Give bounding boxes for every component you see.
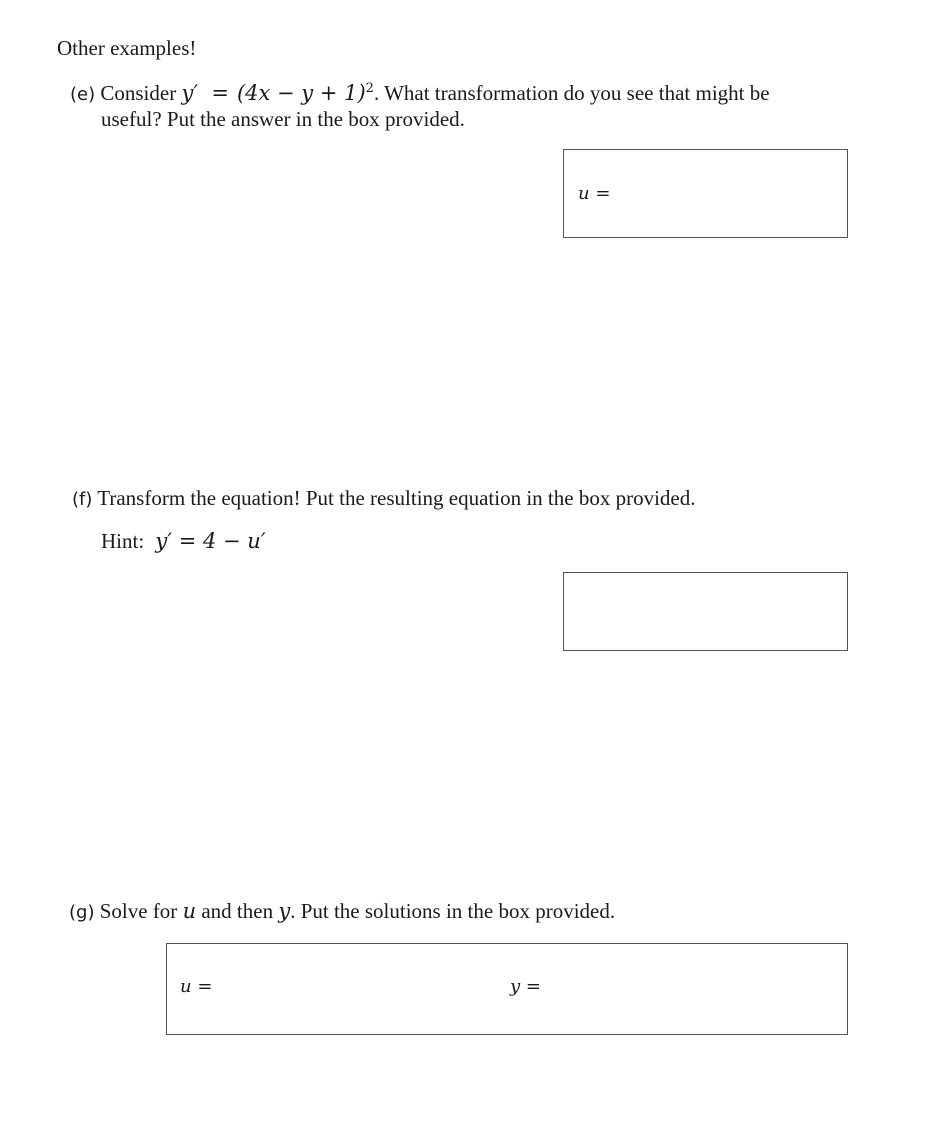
answer-box-g-y-label [510,976,541,997]
answer-box-e-eq: = [595,183,611,204]
answer-box-g-y-eq: = [525,976,541,997]
part-e-text-post: . What transformation do you see that might be [373,81,770,105]
answer-box-e-var: u [578,183,590,204]
part-g-text-mid: and then [201,899,274,923]
part-g-var-u: u [182,899,197,923]
answer-box-g-u-label [180,976,212,997]
answer-box-f[interactable] [563,572,848,651]
part-e-eq-sign: = [211,81,229,105]
part-f-hint [101,528,266,554]
part-g-label: (g) [69,902,95,923]
answer-box-e[interactable] [563,149,848,238]
part-f-text: Transform the equation! Put the resulting equation in the box provided. [97,486,696,510]
part-f-question [72,485,695,513]
part-g-text-post: . Put the solutions in the box provided. [290,899,616,923]
part-e-question-line2: useful? Put the answer in the box provided. [101,107,465,131]
part-e-eq-exponent: 2 [365,81,374,96]
part-g-question [69,898,615,926]
part-f-hint-label: Hint: [101,529,145,553]
part-e-text-pre: Consider [100,81,177,105]
page-heading: Other examples! [57,36,197,60]
answer-box-e-label [578,183,610,204]
part-g-var-y: y [278,899,291,923]
part-e-eq-lhs: y′ [181,81,199,105]
answer-box-g-y-var: y [510,976,521,997]
part-f-hint-math: y′ = 4 − u′ [155,529,266,553]
part-g-text-pre: Solve for [99,899,178,923]
part-e-question [70,80,770,108]
part-e-eq-rhs: (4x − y + 1) [236,81,366,105]
answer-box-g[interactable] [166,943,848,1035]
part-e-label: (e) [70,84,96,105]
part-f-label: (f) [72,489,93,510]
answer-box-g-u-var: u [180,976,192,997]
answer-box-g-u-eq: = [197,976,213,997]
